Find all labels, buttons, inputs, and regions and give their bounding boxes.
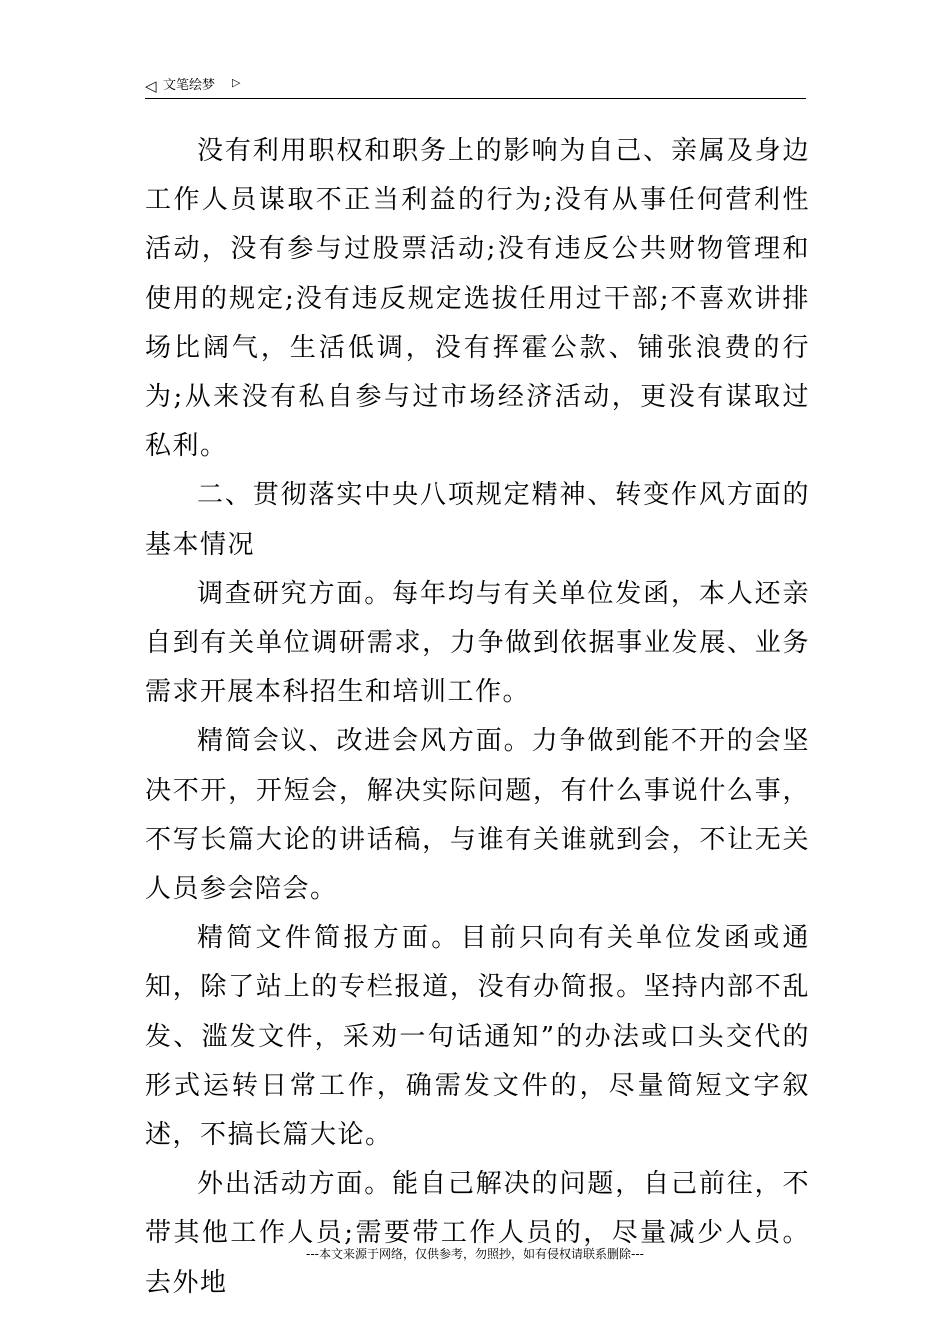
right-triangle-icon: ▷ bbox=[232, 76, 241, 89]
header-title: 文笔绘梦 bbox=[163, 78, 216, 93]
paragraph-travel: 外出活动方面。能自己解决的问题，自己前往，不带其他工作人员;需要带工作人员的，尽量减少人员。去外地 bbox=[145, 1169, 810, 1298]
paragraph-research: 调查研究方面。每年均与有关单位发函，本人还亲自到有关单位调研需求，力争做到依据事业发展、业务需求开展本科招生和培训工作。 bbox=[145, 578, 810, 708]
section-heading-two: 二、贯彻落实中央八项规定精神、转变作风方面的基本情况 bbox=[145, 480, 810, 560]
page-header bbox=[145, 76, 806, 99]
document-body bbox=[145, 127, 810, 1308]
footer-notice: ---本文来源于网络，仅供参考，勿照抄，如有侵权请联系删除--- bbox=[306, 1247, 644, 1261]
left-triangle-icon: ◁ bbox=[145, 77, 157, 95]
paragraph-meetings: 精简会议、改进会风方面。力争做到能不开的会坚决不开，开短会，解决实际问题，有什么事说什么事，不写长篇大论的讲话稿，与谁有关谁就到会，不让无关人员参会陪会。 bbox=[145, 726, 810, 905]
paragraph-documents: 精简文件简报方面。目前只向有关单位发函或通知，除了站上的专栏报道，没有办简报。坚持内部不乱发、滥发文件，采劝一句话通知”的办法或口头交代的形式运转日常工作，确需发文件的，尽量简短文字叙述，不搞长篇大论。 bbox=[145, 923, 810, 1151]
paragraph-integrity: 没有利用职权和职务上的影响为自己、亲属及身边工作人员谋取不正当利益的行为;没有从事任何营利性活动，没有参与过股票活动;没有违反公共财物管理和使用的规定;没有违反规定选拔任用过干部;不喜欢讲排场比阔气，生活低调，没有挥霍公款、铺张浪费的行为;从来没有私自参与过市场经济活动，更没有谋取过私利。 bbox=[145, 136, 810, 462]
